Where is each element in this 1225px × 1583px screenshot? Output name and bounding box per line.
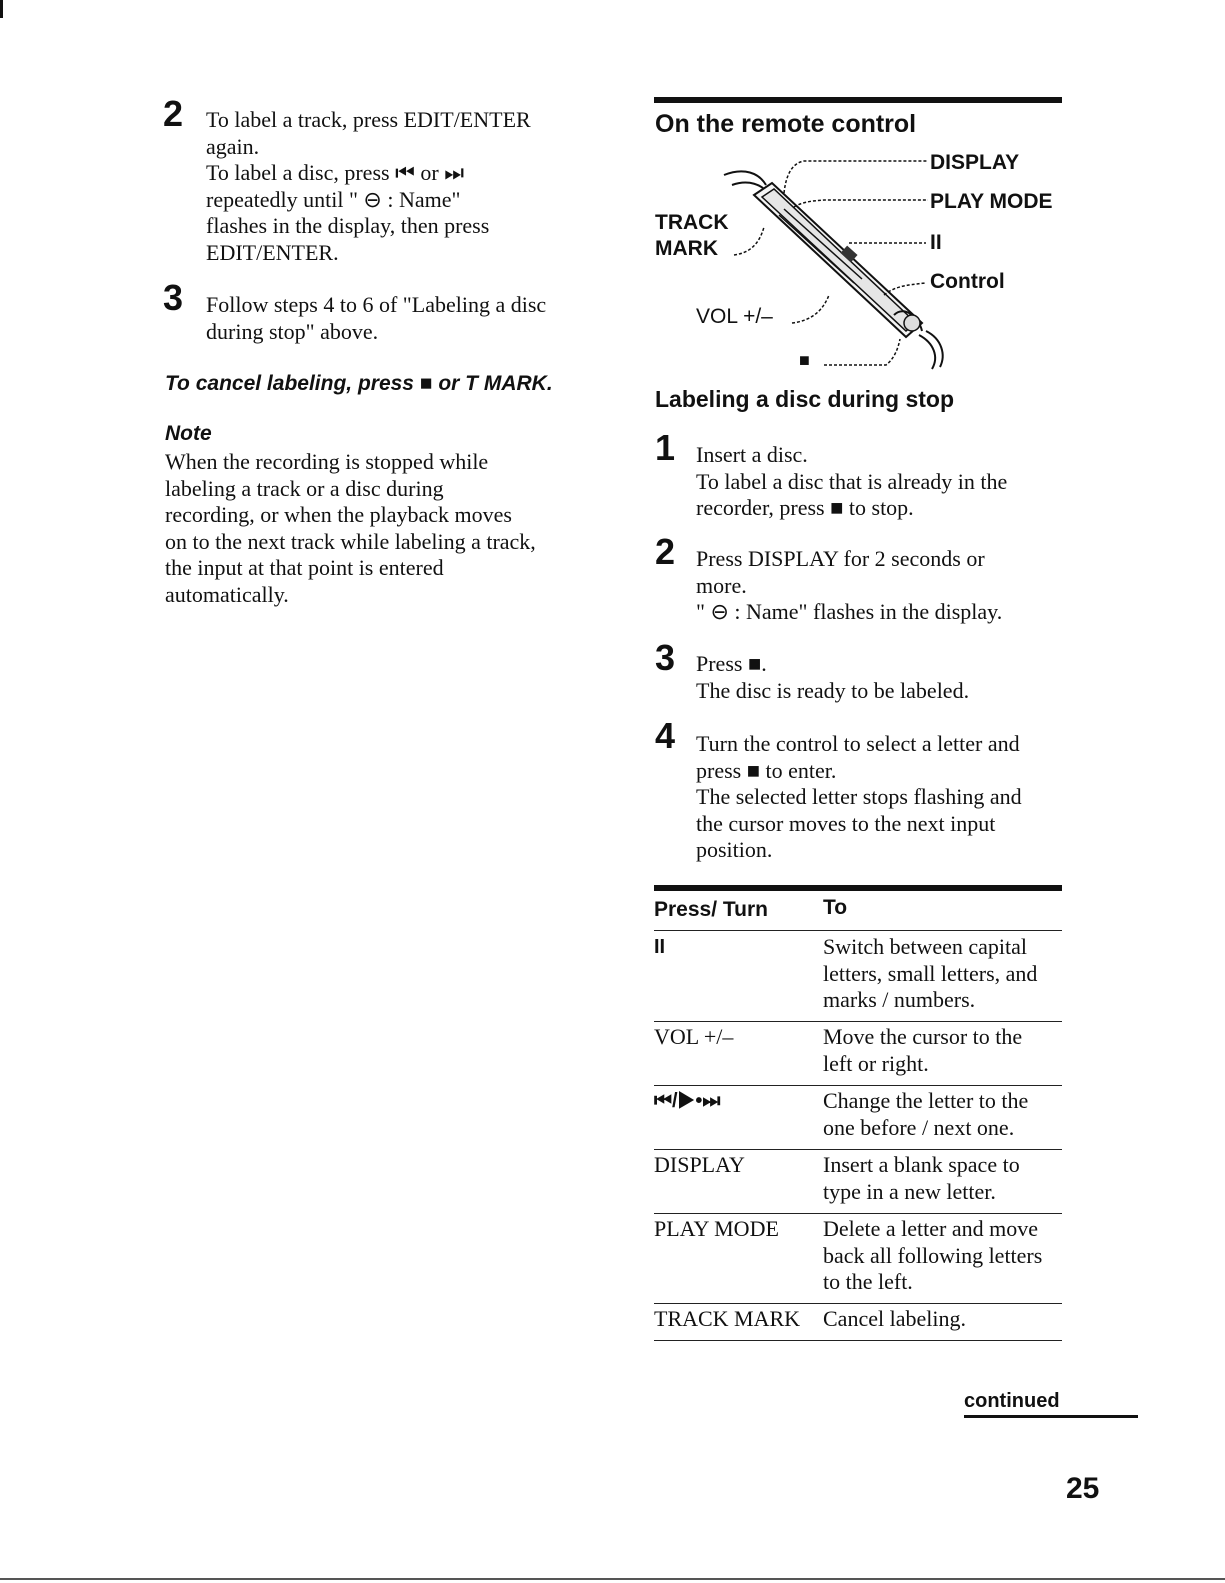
callout-mark: MARK (655, 237, 718, 260)
continued-label: continued (964, 1390, 1060, 1412)
track-mark-leader-line (734, 227, 764, 255)
table-divider (654, 1021, 1062, 1022)
note-heading: Note (165, 422, 212, 445)
remote-control-heading: On the remote control (655, 110, 917, 138)
play-mode-leader-line (794, 200, 928, 207)
step-number: 3 (655, 637, 676, 678)
table-divider (654, 1149, 1062, 1150)
cancel-labeling-tip: To cancel labeling, press ■ or T MARK. (165, 372, 553, 395)
callout-play-mode: PLAY MODE (930, 190, 1053, 213)
page-number: 25 (1066, 1472, 1100, 1505)
callout-vol: VOL +/– (696, 305, 773, 328)
step-number: 2 (163, 93, 184, 134)
step-text: To label a track, press EDIT/ENTER again. To label a disc, press ⏮ or ⏭ repeatedly until " ⊖ : Name" flashes in the display, then press EDIT/ENTER. (206, 107, 531, 265)
step-text: Press ■. The disc is ready to be labeled. (696, 651, 970, 703)
callout-track: TRACK (655, 211, 729, 234)
table-divider (654, 930, 1062, 931)
table-divider (654, 1085, 1062, 1086)
table-divider (654, 1340, 1062, 1341)
step-text: Insert a disc. To label a disc that is already in the recorder, press ■ to stop. (696, 442, 1008, 520)
table-top-rule (654, 885, 1062, 891)
note-text: When the recording is stopped while labeling a track or a disc during recording, or when the playback moves on to the next track while labeling a track, the input at that point is entered automatically. (165, 449, 536, 607)
table-header-to: To (823, 896, 848, 919)
step-text: Turn the control to select a letter and press ■ to enter. The selected letter stops flashing and the cursor moves to the next input position. (696, 731, 1022, 862)
step-number: 3 (163, 277, 184, 318)
step-number: 4 (655, 715, 676, 756)
labeling-heading: Labeling a disc during stop (655, 386, 955, 412)
table-divider (654, 1213, 1062, 1214)
top-left-edge-mark (0, 0, 3, 18)
callout-control: Control (930, 270, 1005, 293)
remote-body-icon (754, 183, 922, 337)
vol-leader-line (792, 295, 829, 323)
display-leader-line (784, 161, 928, 193)
callout-pause: II (930, 231, 942, 254)
callout-display: DISPLAY (930, 151, 1020, 174)
step-text: Follow steps 4 to 6 of "Labeling a disc during stop" above. (206, 292, 547, 344)
section-top-rule (654, 97, 1062, 103)
continued-rule (964, 1415, 1138, 1418)
step-number: 2 (655, 531, 676, 572)
step-text: Press DISPLAY for 2 seconds or more. " ⊖ : Name" flashes in the display. (696, 546, 1003, 624)
stop-leader-line (824, 339, 900, 365)
table-divider (654, 1303, 1062, 1304)
callout-stop: ■ (799, 350, 810, 370)
bottom-edge-line (0, 1578, 1225, 1580)
step-number: 1 (655, 427, 676, 468)
table-header-press-turn: Press/ Turn (654, 898, 768, 921)
